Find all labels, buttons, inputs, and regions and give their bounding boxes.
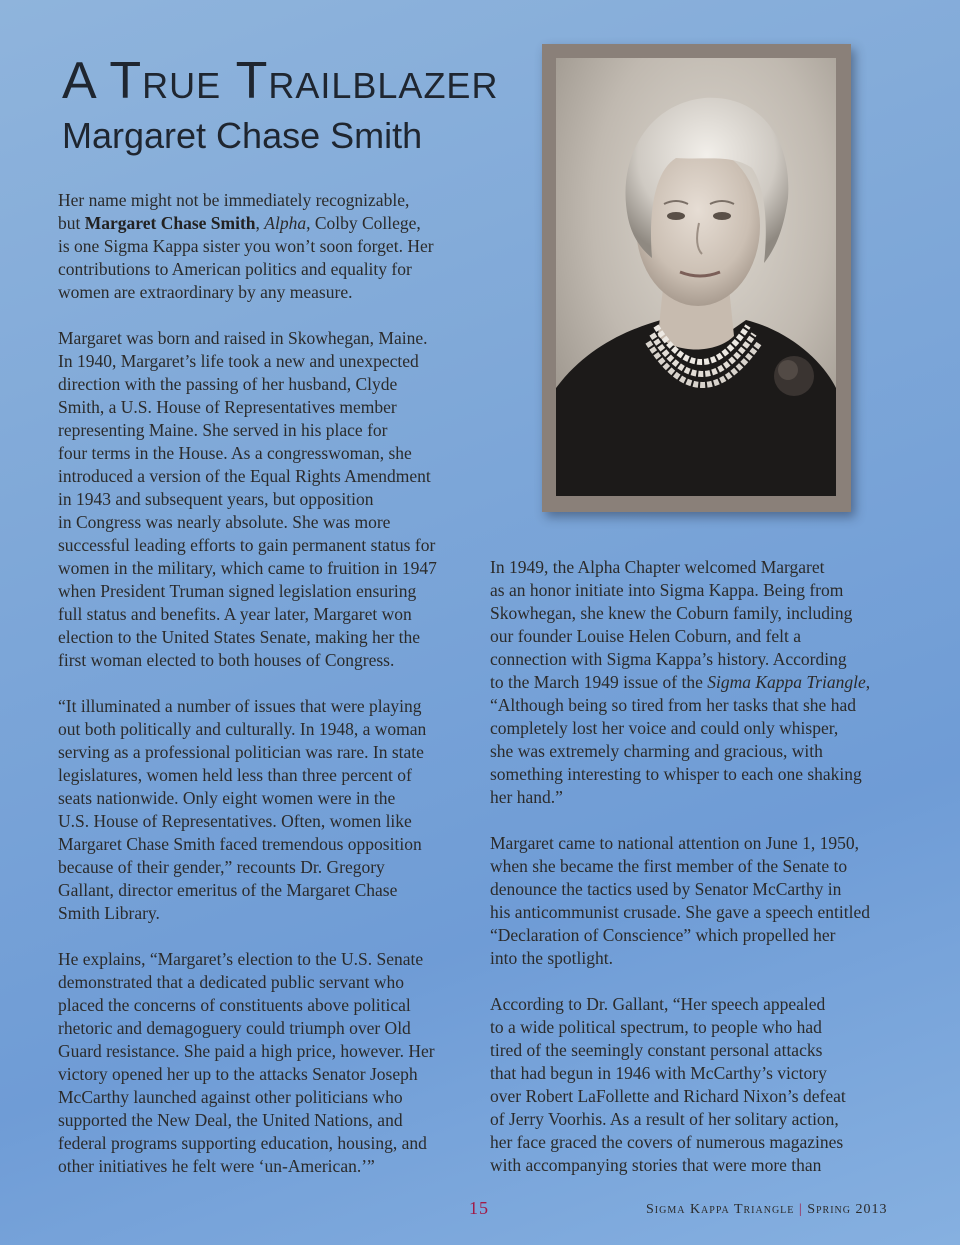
text-line: direction with the passing of her husband, Clyde [58,374,398,394]
text-line: other initiatives he felt were ‘un-American.’” [58,1156,375,1176]
text-line: “Declaration of Conscience” which propelled her [490,925,836,945]
text-line: “It illuminated a number of issues that were playing [58,696,422,716]
text-line: election to the United States Senate, making her the [58,627,421,647]
text-line: completely lost her voice and could only whisper, [490,718,839,738]
text-line: when she became the first member of the Senate to [490,856,848,876]
text-line: when President Truman signed legislation ensuring [58,581,417,601]
text-line: seats nationwide. Only eight women were in the [58,788,396,808]
article-right-column [490,556,910,1200]
text-line: into the spotlight. [490,948,613,968]
text-line: Skowhegan, she knew the Coburn family, including [490,603,853,623]
text-line: women are extraordinary by any measure. [58,282,353,302]
quote-paragraph [58,695,478,925]
publication-title: Sigma Kappa Triangle [646,1202,795,1217]
text-line: McCarthy launched against other politicians who [58,1087,403,1107]
text-line: representing Maine. She served in his place for [58,420,388,440]
text-line: Margaret Chase Smith faced tremendous opposition [58,834,422,854]
subject-name: Margaret Chase Smith [84,213,256,233]
text-line: tired of the seemingly constant personal attacks [490,1040,823,1060]
speech-paragraph [490,832,910,970]
text-line: women in the military, which came to fruition in 1947 [58,558,437,578]
initiation-paragraph [490,556,910,809]
text-line: her hand.” [490,787,563,807]
portrait-photo-frame [542,44,851,512]
text-line: placed the concerns of constituents above political [58,995,411,1015]
text-line: According to Dr. Gallant, “Her speech appealed [490,994,826,1014]
text-line: of Jerry Voorhis. As a result of her solitary action, [490,1109,839,1129]
text-line: “Although being so tired from her tasks that she had [490,695,856,715]
text-line: that had begun in 1946 with McCarthy’s victory [490,1063,827,1083]
text-line: as an honor initiate into Sigma Kappa. Being from [490,580,844,600]
chapter-name: Alpha [264,213,307,233]
text-line: connection with Sigma Kappa’s history. According [490,649,847,669]
text-line: Smith, a U.S. House of Representatives member [58,397,397,417]
text-line: his anticommunist crusade. She gave a speech entitled [490,902,871,922]
text-line: In 1940, Margaret’s life took a new and unexpected [58,351,419,371]
issue-date: Spring 2013 [807,1202,888,1217]
text-line: but Margaret Chase Smith, Alpha, Colby College, [58,213,421,233]
text-line: supported the New Deal, the United Nations, and [58,1110,403,1130]
text-line: Gallant, director emeritus of the Margaret Chase [58,880,398,900]
page-number: 15 [469,1198,489,1218]
text-line: denounce the tactics used by Senator McCarthy in [490,879,842,899]
text-line: in 1943 and subsequent years, but opposition [58,489,374,509]
text-line: full status and benefits. A year later, Margaret won [58,604,412,624]
text-line: federal programs supporting education, housing, and [58,1133,427,1153]
article-left-column [58,189,478,1201]
text-line: our founder Louise Helen Coburn, and felt a [490,626,802,646]
text-line: in Congress was nearly absolute. She was more [58,512,391,532]
text-line: demonstrated that a dedicated public servant who [58,972,404,992]
text-line: U.S. House of Representatives. Often, women like [58,811,412,831]
text-line: successful leading efforts to gain permanent status for [58,535,436,555]
text-line: victory opened her up to the attacks Senator Joseph [58,1064,418,1084]
article-subtitle: Margaret Chase Smith [62,115,423,156]
text-line: she was extremely charming and gracious, with [490,741,823,761]
biography-paragraph [58,327,478,672]
text-line: Margaret was born and raised in Skowhegan, Maine. [58,328,428,348]
text-line: introduced a version of the Equal Rights Amendment [58,466,431,486]
text-line: over Robert LaFollette and Richard Nixon’s defeat [490,1086,846,1106]
text-line: four terms in the House. As a congresswoman, she [58,443,412,463]
portrait-photo [556,58,836,496]
text-line: out both politically and culturally. In 1948, a woman [58,719,427,739]
text-line: legislatures, women held less than three percent of [58,765,412,785]
text-line: Margaret came to national attention on June 1, 1950, [490,833,860,853]
publication-footer [646,1202,888,1218]
text-line: something interesting to whisper to each one shaking [490,764,862,784]
text-line: to a wide political spectrum, to people who had [490,1017,822,1037]
publication-name: Sigma Kappa Triangle [707,672,866,692]
text-line: In 1949, the Alpha Chapter welcomed Margaret [490,557,825,577]
text-line: because of their gender,” recounts Dr. Gregory [58,857,385,877]
text-line: serving as a professional politician was rare. In state [58,742,424,762]
text-line: Her name might not be immediately recognizable, [58,190,410,210]
text-line: is one Sigma Kappa sister you won’t soon forget. Her [58,236,434,256]
portrait-illustration [556,58,836,496]
text-line: Smith Library. [58,903,160,923]
quote-paragraph [58,948,478,1178]
intro-paragraph [58,189,478,304]
gallant-paragraph [490,993,910,1177]
text-line: rhetoric and demagoguery could triumph over Old [58,1018,411,1038]
text-line: to the March 1949 issue of the Sigma Kappa Triangle, [490,672,871,692]
text-line: with accompanying stories that were more than [490,1155,822,1175]
text-line: He explains, “Margaret’s election to the U.S. Senate [58,949,424,969]
text-line: Guard resistance. She paid a high price, however. Her [58,1041,435,1061]
text-line: contributions to American politics and equality for [58,259,412,279]
text-line: first woman elected to both houses of Congress. [58,650,395,670]
text-line: her face graced the covers of numerous magazines [490,1132,844,1152]
footer-separator: | [798,1202,803,1217]
article-title: A True Trailblazer [62,52,499,110]
